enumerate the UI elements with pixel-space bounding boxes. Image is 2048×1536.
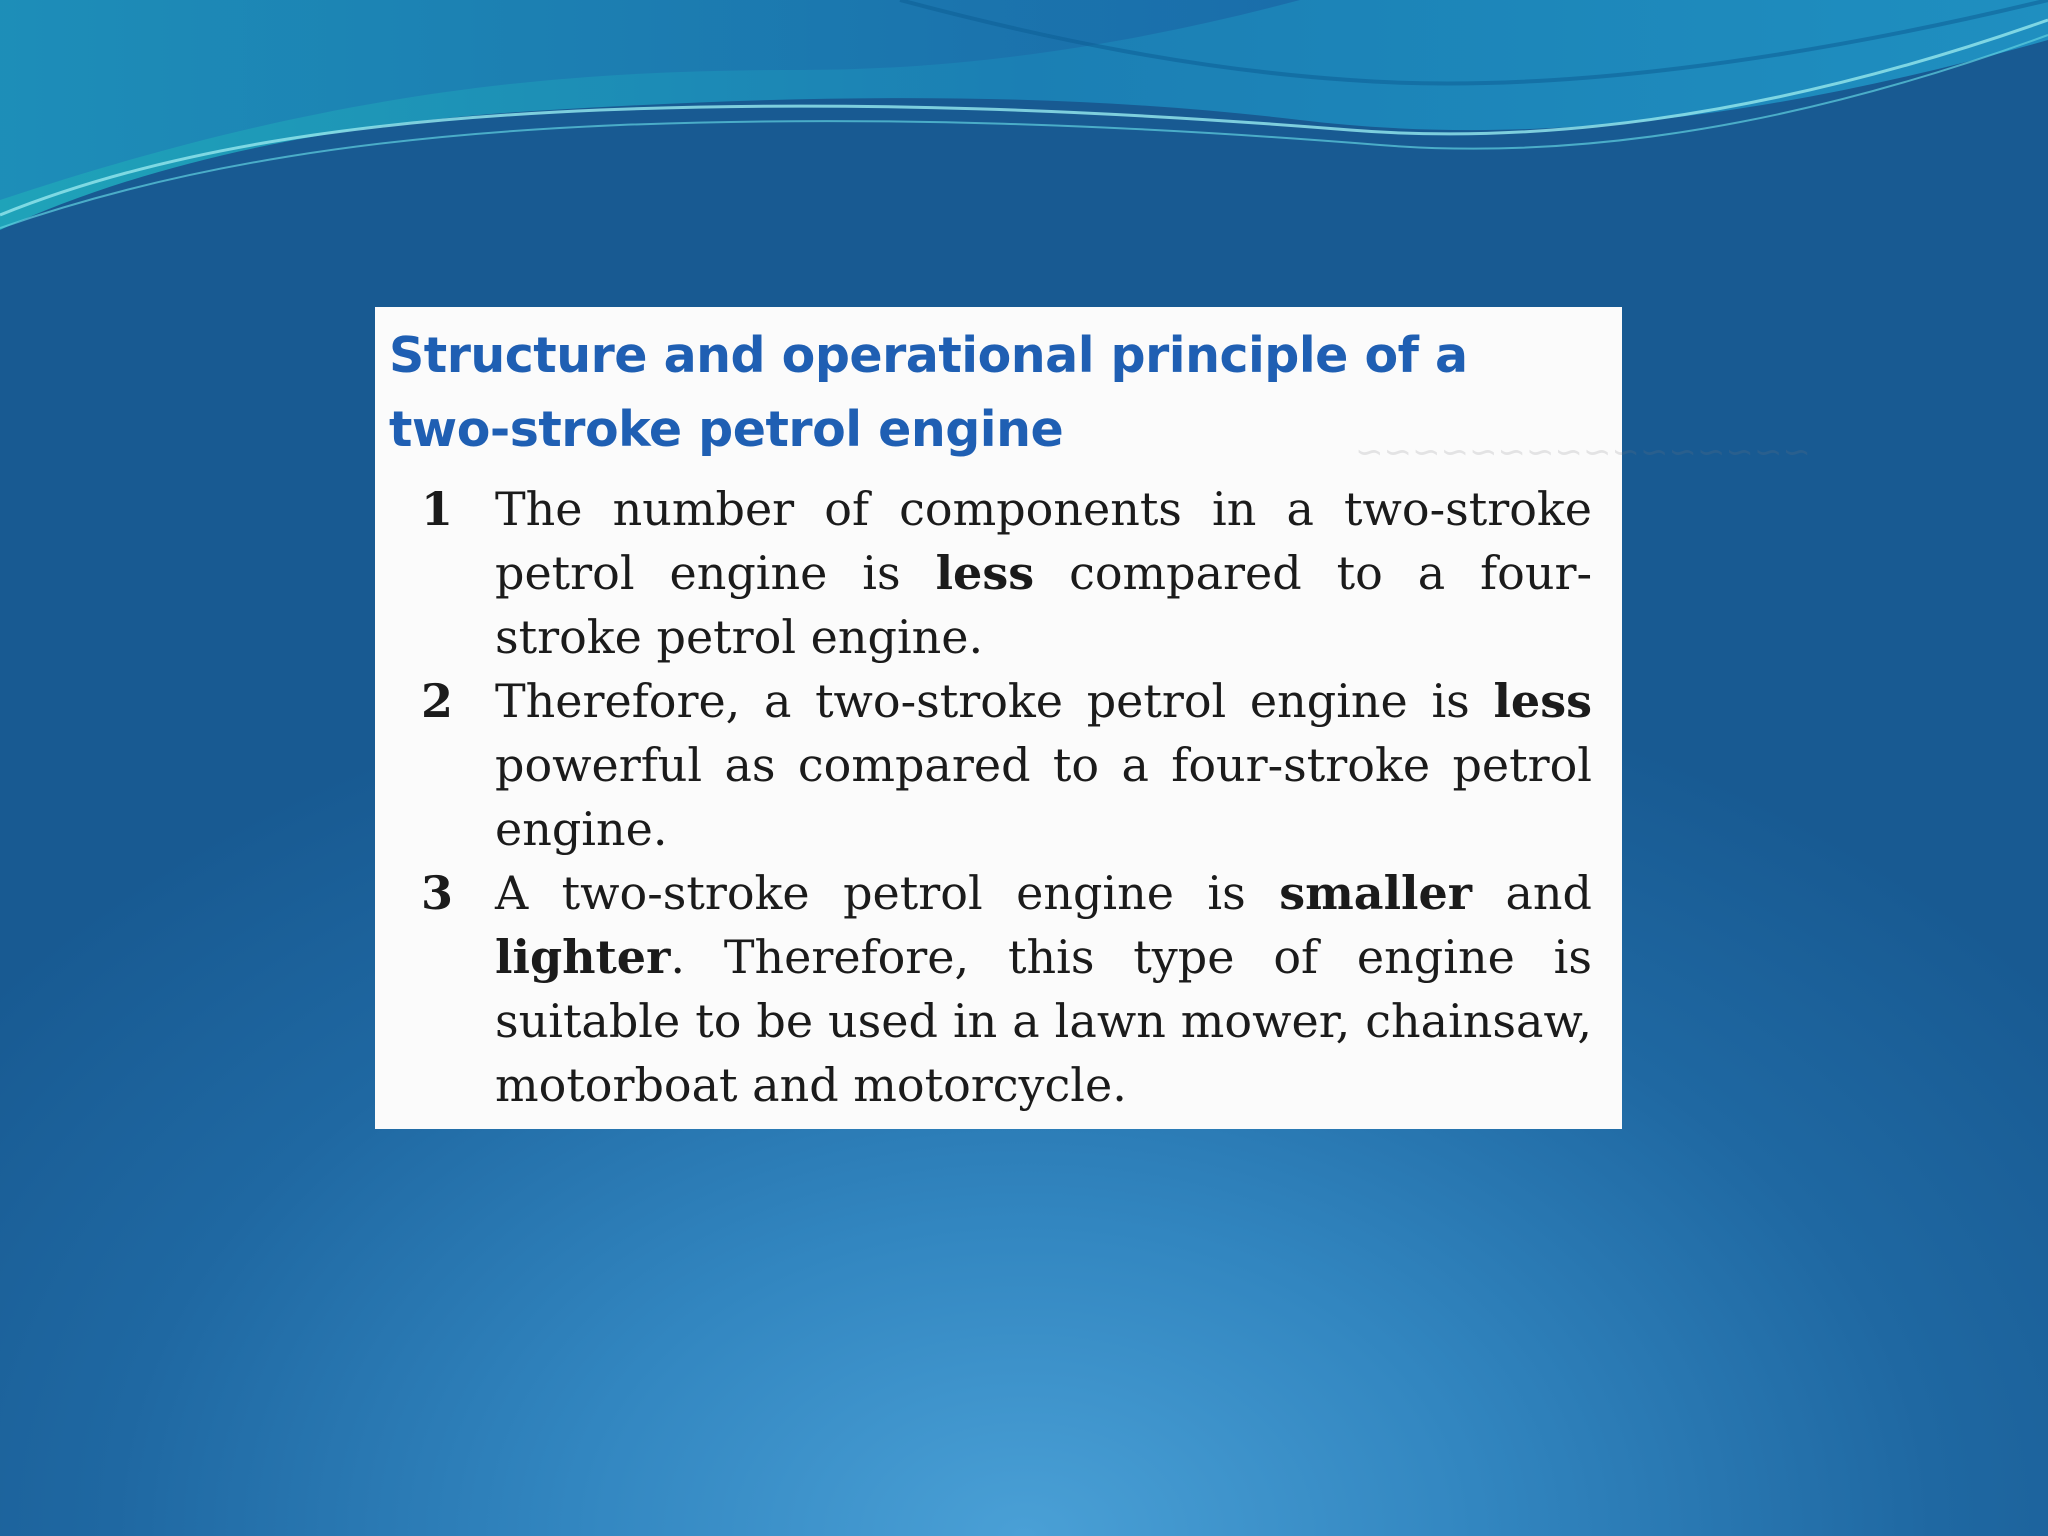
point-text: and — [1472, 866, 1592, 920]
point-text: The number of components in a two-stroke petrol engine is — [495, 482, 1592, 600]
point-number: 2 — [421, 674, 454, 728]
section-heading: Structure and operational principle of a two-stroke petrol engine — [389, 327, 1468, 458]
point-text: compared to a four-stroke petrol engine. — [495, 546, 1593, 664]
point-number: 1 — [421, 482, 454, 536]
bold-term: lighter — [495, 930, 671, 984]
wave-header-decoration — [0, 0, 2048, 240]
point-text: Therefore, a two-stroke petrol engine is — [495, 674, 1494, 728]
point-text: . Therefore, this type of engine is suitable to be used in a lawn mower, chainsaw, motorboat and motorcycle. — [495, 930, 1592, 1112]
bleed-through-text: ~~~~~~~~~~~~~~~~ — [1355, 432, 1811, 472]
bold-term: less — [935, 546, 1035, 600]
point-number: 3 — [421, 866, 454, 920]
point-text: powerful as compared to a four-stroke petrol engine. — [495, 738, 1592, 856]
point-item-1 — [389, 477, 1592, 669]
point-item-2 — [389, 669, 1592, 861]
point-list — [389, 477, 1592, 1117]
point-item-3 — [389, 861, 1592, 1117]
textbook-excerpt-card — [375, 307, 1811, 1129]
bold-term: smaller — [1279, 866, 1473, 920]
bold-term: less — [1493, 674, 1592, 728]
point-text: A two-stroke petrol engine is — [495, 866, 1280, 920]
